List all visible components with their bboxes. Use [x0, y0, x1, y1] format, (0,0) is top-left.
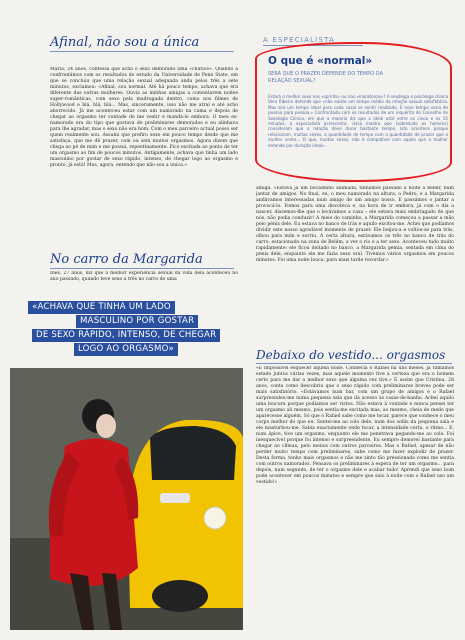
- specialist-box: [268, 55, 448, 179]
- specialist-kicker: A ESPECIALISTA: [263, 36, 335, 44]
- article-heading-afinal: Afinal, não sou a única: [50, 35, 200, 50]
- specialist-question: SERÁ QUE O PRAZER DEPENDE DO TEMPO DA RELAÇÃO SEXUAL?: [268, 71, 383, 84]
- article-para-maria: Maria, 24 anos, confessa que acha o sexo demorado uma «chatice». Quando a confrontámos com os resultados do estudo da Universidade de Penn State, em que se concluiu que uma relação sexual adequada anda pelos três a sete minutos, exclamou: «Afinal, sou normal. Até há pouco tempo, achava que era diferente das outras mulheres. Ouvia as minhas amigas a comentarem noites super-românticas, com sexo pela madrugada dentro, como nos filmes de Hollywood e blá, blá, blá... Mas, sinceramente, isso não me atrai e até acho aborrecido. Já me aconteceu estar com um namorado na cama e depois de chegar ao orgasmo ter vontade de me vestir e mandá-lo embora. O meu ex-namorado era do tipo que gostava de preliminares demorados e eu alinhava para lhe agradar, mas o sexo não era bom. Com o meu parceiro actual posso ser quem realmente sou. Assumi que prefiro sexo em pouco tempo desde que me satisfaça, que me dê prazer, com ou sem muitos orgasmos. Agora dizem que chega ao pé de mim e me possui, repentinamente. Fico excitada ao ponto de ter um orgasmo ao fim de poucos minutos. Antigamente, achava que tinha um lado masculino por gostar de sexo rápido, intenso, de chegar logo ao orgasmo e pronto, já está! Mas, agora, entendo que não sou a única.»: [50, 67, 238, 168]
- car-plate: [160, 493, 190, 503]
- car-headlight: [204, 507, 226, 529]
- article-heading-carro: No carro da Margarida: [50, 252, 203, 267]
- car-wheel: [152, 580, 208, 612]
- woman-car-illustration: [10, 368, 243, 630]
- heading-rule-3: [256, 363, 452, 364]
- quote-line-2: MASCULINO POR GOSTAR: [76, 315, 198, 328]
- article-heading-vestido: Debaixo do vestido... orgasmos: [256, 348, 446, 362]
- quote-line-4: LOGO AO ORGASMO»: [74, 343, 178, 356]
- heading-rule-2: [50, 268, 234, 269]
- article-para-amiga: amiga. «Estava já um bocadinho animada, tínhamos passado a noite a beber, num jantar de amigos. No final, eu, o meu namorado na altura, o Pedro, e a Margarida andávamos interessadas num amigo de um amigo nosso. E passámos o jantar a provocá-lo. Fomos para uma discoteca e, na hora de ir embora, já com o dia a nascer, dissemos-lhe que o levávamos a casa – ele estava mais embriagado do que nós, não podia conduzir! A meio do caminho, a Margarida começou a passar a mão pelo pénis dele. Eu estava no banco de trás e aquilo excitou-me. Achei que podíamos dividir este nosso agradável momento de prazer. Ele beijou-a e voltou-se para trás, olhou para mim e sorriu. A certa altura, estávamos os três no banco de trás do carro, estacionado na zona de Belém, a ver o rio e a ter sexo. Aconteceu tudo muito rapidamente: ele ficou deitado no banco, a Margarida gemia, sentada em cima do pénis dele, enquanto ele me fazia sexo oral. Tivemos vários orgasmos em poucos minutos. Foi uma noite louca, para mais tarde recordar.»: [256, 186, 454, 263]
- quote-line-1: «ACHAVA QUE TINHA UM LADO: [28, 301, 175, 314]
- fashion-photo: [10, 368, 243, 630]
- face: [96, 414, 116, 438]
- specialist-title: O que é «normal»: [268, 55, 373, 67]
- red-handbag: [50, 536, 68, 580]
- article-para-ines: Inês, 27 anos, diz que a melhor experiência sexual da vida dela aconteceu no ano passado, quando teve sexo a três no carro de uma: [50, 271, 238, 282]
- heading-rule: [50, 51, 234, 52]
- car-window: [150, 426, 236, 480]
- specialist-text: Estará o melhor sexo nos «sprints» ou nas «maratonas»? A sexóloga e psicóloga clínica Vera Ribeiro defende que «não existe um tempo médio da relação sexual satisfatória. Mas sim um tempo ideal para cada casal se sentir realizado. E esse tempo varia de pessoa para pessoa.» Confrontada com os resultados de um inquérito do Conselho de Sexologia Clínica, em que a maioria diz que o ideal está entre os cinco e os 15 minutos, a especialista acrescenta: «Isso mostra que (sobretudo os homens) consideram que a relação deve durar bastante tempo. Isto acontece porque relacionam, muitas vezes, a quantidade de tempo com a quantidade de prazer que a mulher sente... O que, muitas vezes, não é compatível com aquilo que a mulher entende por duração ideal».: [268, 94, 448, 148]
- quote-line-3: DE SEXO RÁPIDO, INTENSO, DE CHEGAR: [32, 329, 220, 342]
- article-para-cristina: «É impossível esquecer aquela noite. Conhecia o Rafael há uns meses, já tínhamos estado juntos várias vezes, mas aquele momento tive a certeza que era o homem certo para me dar o melhor sexo que alguma vez tive.» É assim que Cristina, 28 anos, conta como descobriu que o sexo rápido com preliminares breves pode ser mais satisfatório. «Estávamos num bar, com um grupo de amigos e o Rafael surpreendeu-me numa pequena sala que dá acesso às casas-de-banho. Achei aquilo uma loucura porque podíamos ser vistos. Não estava à vontade e nunca pensei ter um orgasmo ali mesmo, pois sentia-me excitada mas, ao mesmo, cheia de medo que aparecesse alguém. Só que o Rafael sabe como me tocar, parece que conhece o meu corpo melhor do que eu. Sentei-me ao colo dele, num dos sofás da pequena sala e ele masturbou-me. Sabia exactamente onde tocar, a intensidade certa, o ritmo... E, num ápice, tive um orgasmo, enquanto ele me penetrava pegando-me ao colo. Foi inesquecível porque foi intenso e surpreendente. Eu sempre demorei bastante para chegar ao clímax, pelo menos com outros parceiros. Mas o Rafael, apesar de não perder muito tempo com preliminares, sabe como me fazer explodir de prazer. Desta forma, tenho mais orgasmos e não me sinto tão pressionada como me sentia com outros namorados. Pensava os preliminares à espera de ter um orgasmo... para depois, num segundo, de ter o orgasmo dele e acabar tudo! Aprendi que sexo bom pode acontecer em poucos minutos e sempre que saio à noite com o Rafael uso um vestido!»: [256, 366, 454, 485]
